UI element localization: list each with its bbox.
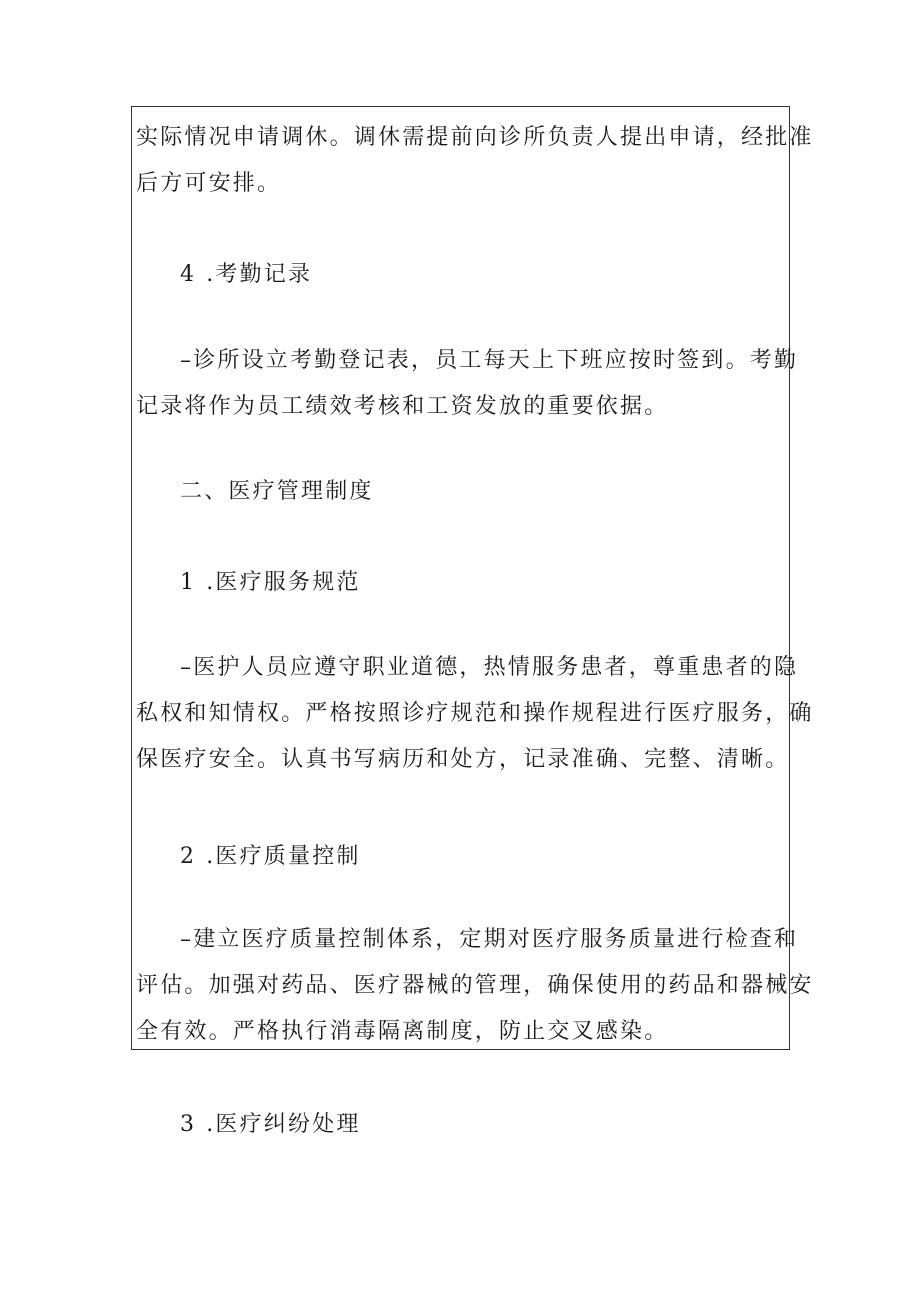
attendance-line-1: –诊所设立考勤登记表，员工每天上下班应按时签到。考勤 xyxy=(180,348,799,373)
attendance-title: .考勤记录 xyxy=(206,262,313,287)
continuation-line-2: 后方可安排。 xyxy=(136,171,282,196)
service-line-3: 保医疗安全。认真书写病历和处方，记录准确、完整、清晰。 xyxy=(136,747,790,772)
quality-heading xyxy=(180,834,361,880)
quality-line-1: –建立医疗质量控制体系，定期对医疗服务质量进行检查和 xyxy=(180,927,799,952)
service-line-1: –医护人员应遵守职业道德，热情服务患者，尊重患者的隐 xyxy=(180,655,799,680)
service-number: 1 xyxy=(180,570,197,595)
section-two-heading: 二、医疗管理制度 xyxy=(180,479,374,504)
service-title: .医疗服务规范 xyxy=(206,570,361,595)
attendance-line-2: 记录将作为员工绩效考核和工资发放的重要依据。 xyxy=(136,394,669,419)
attendance-number: 4 xyxy=(180,262,197,287)
dispute-number: 3 xyxy=(180,1112,197,1137)
attendance-heading xyxy=(180,252,312,298)
service-heading xyxy=(180,560,361,606)
quality-line-2: 评估。加强对药品、医疗器械的管理，确保使用的药品和器械安 xyxy=(136,973,814,998)
quality-number: 2 xyxy=(180,844,197,869)
dispute-heading xyxy=(180,1102,361,1148)
dispute-title: .医疗纠纷处理 xyxy=(206,1112,361,1137)
service-line-2: 私权和知情权。严格按照诊疗规范和操作规程进行医疗服务，确 xyxy=(136,701,814,726)
quality-line-3: 全有效。严格执行消毒隔离制度，防止交叉感染。 xyxy=(136,1019,669,1044)
continuation-line-1: 实际情况申请调休。调休需提前向诊所负责人提出申请，经批准 xyxy=(136,125,814,150)
quality-title: .医疗质量控制 xyxy=(206,844,361,869)
